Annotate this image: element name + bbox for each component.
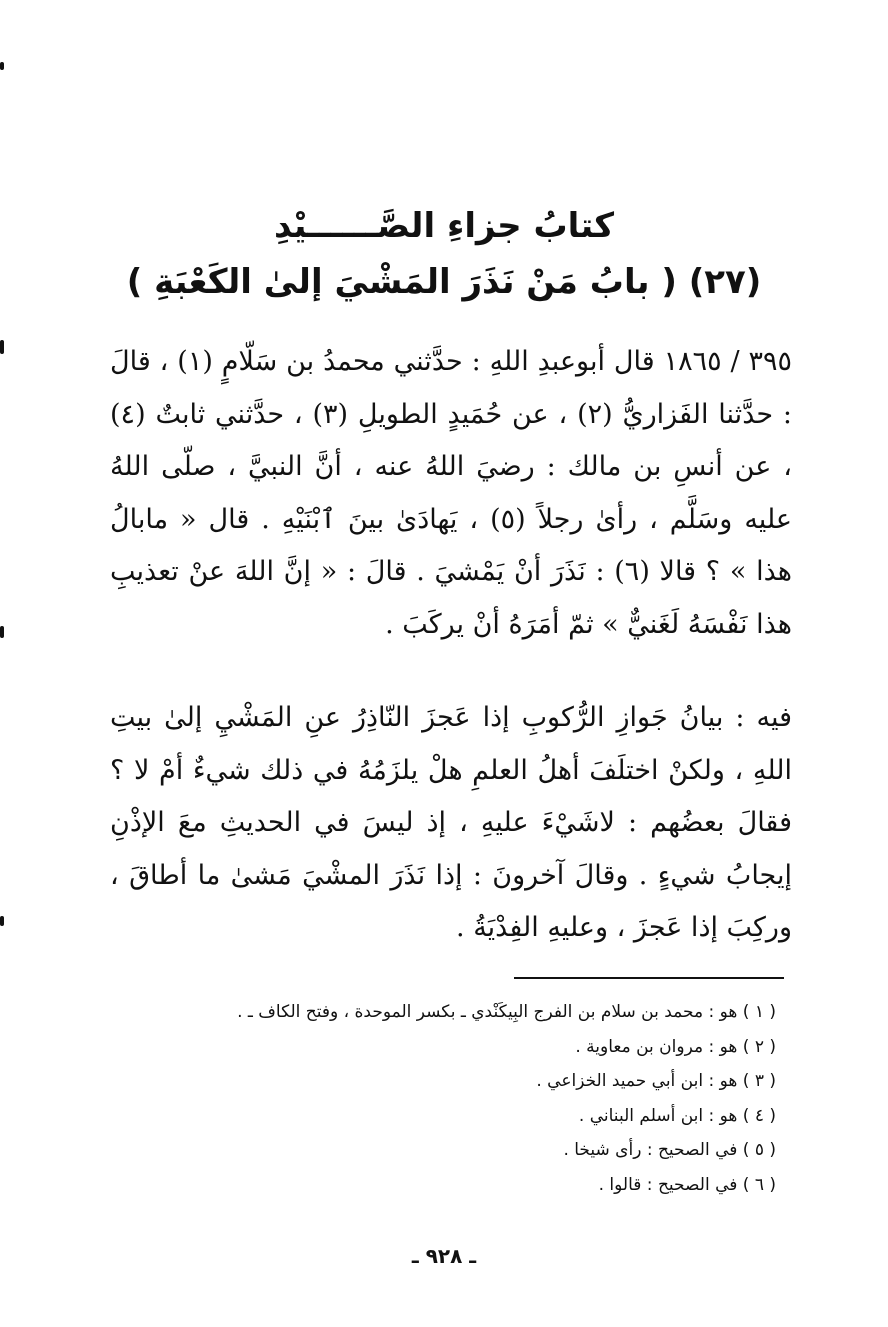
- footnote: ( ٣ ) هو : ابن أبي حميد الخزاعي .: [536, 1071, 776, 1091]
- footnotes: [76, 995, 776, 1202]
- page-number: ـ ٩٢٨ ـ: [411, 1244, 477, 1268]
- scan-edge-mark: [0, 916, 4, 926]
- footnote-divider: [514, 977, 784, 979]
- footnote: ( ١ ) هو : محمد بن سلام بن الفرج البِيكَنْدي ـ بكسر الموحدة ، وفتح الكاف ـ .: [237, 1002, 776, 1022]
- footnote: ( ٦ ) في الصحيح : قالوا .: [598, 1174, 776, 1195]
- footnote: ( ٤ ) هو : ابن أسلم البناني .: [578, 1105, 776, 1126]
- footnote: ( ٢ ) هو : مروان بن معاوية .: [575, 1036, 776, 1057]
- hadith-text: ٣٩٥ / ١٨٦٥ قال أبوعبدِ اللهِ : حدَّثني محمدُ بن سَلّامٍ (١) ، قالَ : حدَّثنا الفَزاريُّ (٢) ، عن حُمَيدٍ الطويلِ (٣) ، حدَّثني ثابتٌ (٤) ، عن أنسِ بن مالك : رضيَ اللهُ عنه ، أنَّ النبيَّ ، صلّى اللهُ عليه وسَلَّم ، رأىٰ رجلاً (٥) ، يَهادَىٰ بينَ ٱبْنَيْهِ . قال « مابالُ هذا » ؟ قالا (٦) : نَذَرَ أنْ يَمْشيَ . قالَ : « إنَّ اللهَ عنْ تعذيبِ هذا نَفْسَهُ لَغَنيٌّ » ثمّ أمَرَهُ أنْ يركَبَ .: [110, 346, 793, 640]
- book-title: كتابُ جزاءِ الصَّــــــيْدِ: [273, 206, 615, 246]
- heading-block: [100, 198, 788, 310]
- chapter-title: (٢٧) ( بابُ مَنْ نَذَرَ المَشْيَ إلىٰ الكَعْبَةِ ): [126, 262, 762, 302]
- scan-edge-mark: [0, 62, 4, 70]
- commentary-text: فيه : بيانُ جَوازِ الرُّكوبِ إذا عَجزَ النّاذِرُ عنِ المَشْيِ إلىٰ بيتِ اللهِ ، ولكنْ اختلَفَ أهلُ العلمِ هلْ يلزَمُهُ في ذلك شيءٌ أمْ لا ؟ فقالَ بعضُهم : لاشَيْءَ عليهِ ، إذ ليسَ في الحديثِ معَ الإذْنِ إيجابُ شيءٍ . وقالَ آخرونَ : إذا نَذَرَ المشْيَ مَشىٰ ما أطاقَ ، وركِبَ إذا عَجزَ ، وعليهِ الفِدْيَةُ .: [110, 702, 792, 943]
- scan-edge-mark: [0, 626, 4, 638]
- scan-edge-mark: [0, 340, 4, 354]
- footnote: ( ٥ ) في الصحيح : رأى شيخا .: [563, 1140, 776, 1160]
